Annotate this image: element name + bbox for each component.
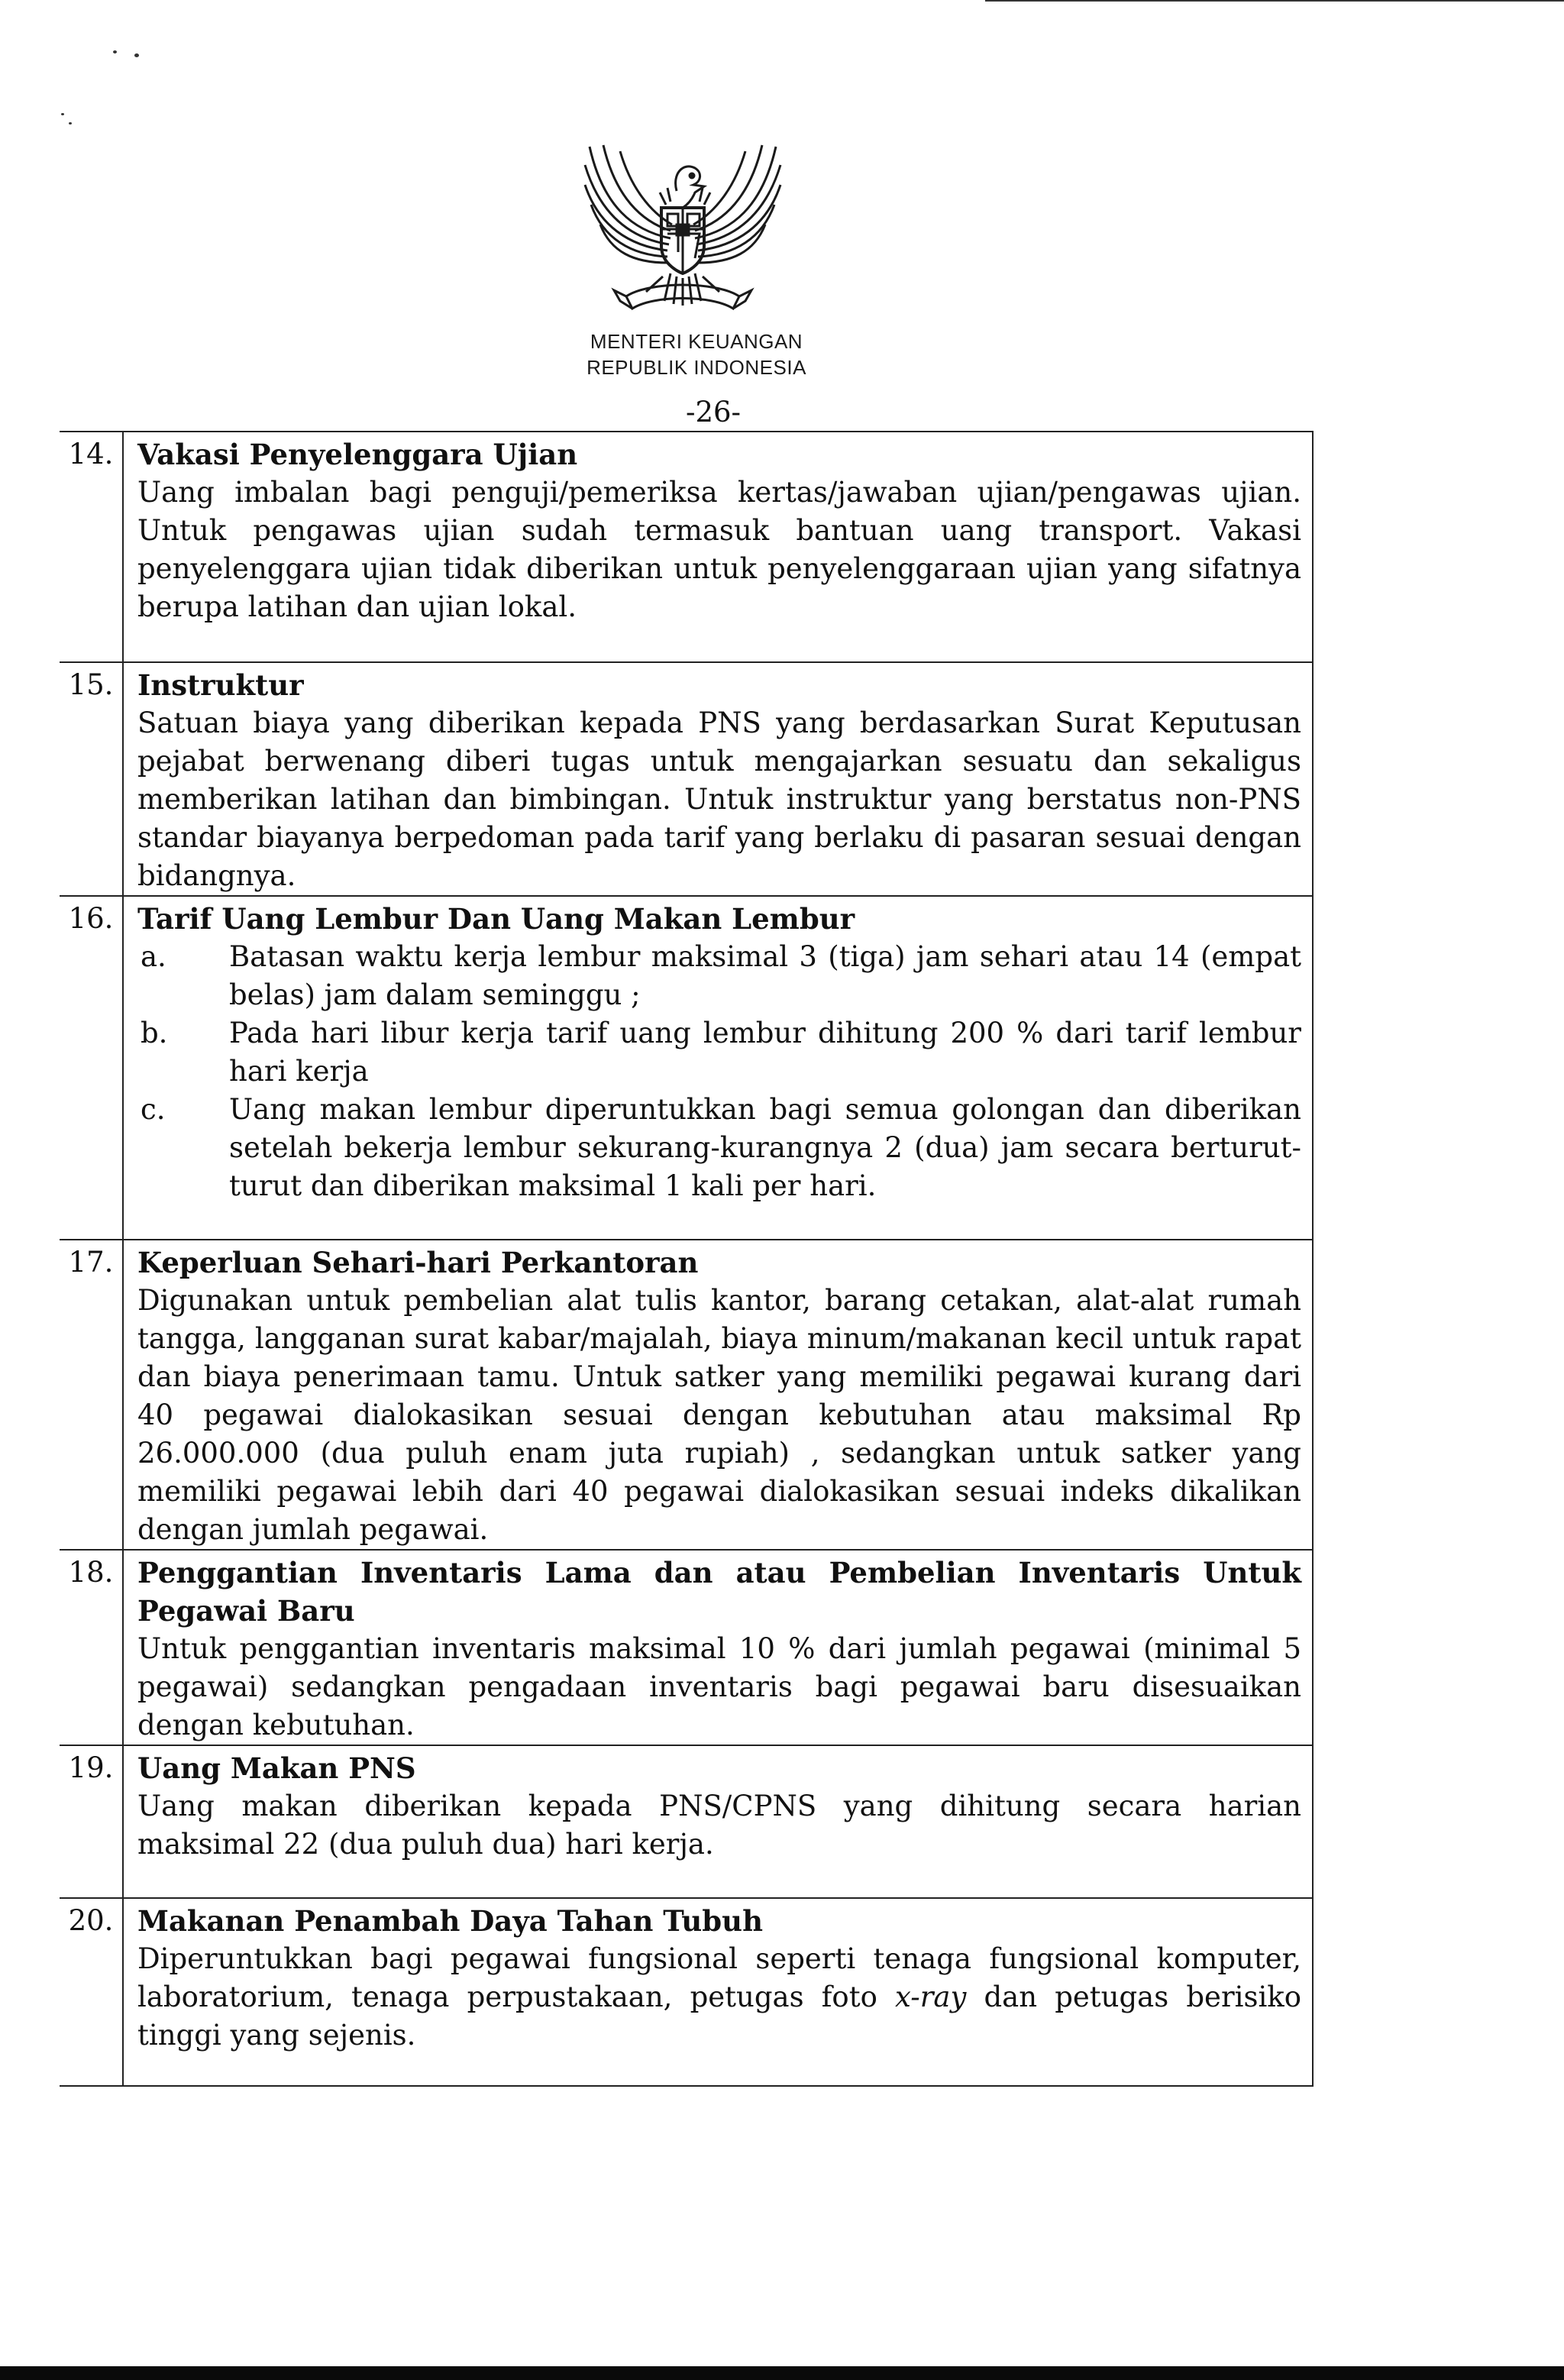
table-row <box>60 1898 1313 2086</box>
item-number: 17. <box>60 1240 123 1550</box>
item-text-italic: x-ray <box>894 1981 967 2013</box>
table-row <box>60 896 1313 1240</box>
item-text: Uang imbalan bagi penguji/pemeriksa kertas/jawaban ujian/pengawas ujian. Untuk pengawas ujian sudah termasuk bantuan uang transport. Vakasi penyelenggara ujian tidak diberikan untuk penyelenggaraan ujian yang sifatnya berupa latihan dan ujian lokal. <box>137 476 1301 623</box>
item-cell <box>123 1240 1313 1550</box>
scan-speck <box>69 122 72 124</box>
item-cell <box>123 1898 1313 2086</box>
item-cell <box>123 1550 1313 1745</box>
item-title: Keperluan Sehari-hari Perkantoran <box>137 1246 699 1279</box>
letterhead-ministry: MENTERI KEUANGAN <box>590 330 803 353</box>
list-item-text: Pada hari libur kerja tarif uang lembur dihitung 200 % dari tarif lembur hari kerja <box>229 1017 1301 1088</box>
scan-edge-line <box>985 0 1564 2</box>
item-text: Satuan biaya yang diberikan kepada PNS yang berdasarkan Surat Keputusan pejabat berwenang diberi tugas untuk mengajarkan sesuatu dan sekaligus memberikan latihan dan bimbingan. Untuk instruktur yang berstatus non-PNS standar biayanya berpedoman pada tarif yang berlaku di pasaran sesuai dengan bidangnya. <box>137 707 1301 892</box>
list-item-letter: b. <box>141 1017 168 1049</box>
garuda-pancasila-emblem-icon <box>580 131 785 321</box>
item-cell <box>123 896 1313 1240</box>
item-title: Vakasi Penyelenggara Ujian <box>137 438 578 471</box>
item-number: 19. <box>60 1745 123 1898</box>
item-text: Digunakan untuk pembelian alat tulis kantor, barang cetakan, alat-alat rumah tangga, langganan surat kabar/majalah, biaya minum/makanan kecil untuk rapat dan biaya penerimaan tamu. Untuk satker yang memiliki pegawai kurang dari 40 pegawai dialokasikan sesuai dengan kebutuhan atau maksimal Rp 26.000.000 (dua puluh enam juta rupiah) , sedangkan untuk satker yang memiliki pegawai lebih dari 40 pegawai dialokasikan sesuai indeks dikalikan dengan jumlah pegawai. <box>137 1284 1301 1546</box>
item-text: Untuk penggantian inventaris maksimal 10 % dari jumlah pegawai (minimal 5 pegawai) sedangkan pengadaan inventaris bagi pegawai baru disesuaikan dengan kebutuhan. <box>137 1632 1301 1741</box>
item-text <box>137 1940 1301 2055</box>
item-number: 20. <box>60 1898 123 2086</box>
table-row <box>60 1240 1313 1550</box>
scan-speck <box>113 50 117 53</box>
item-title: Instruktur <box>137 668 304 702</box>
item-cell <box>123 1745 1313 1898</box>
list-item-letter: c. <box>141 1093 166 1126</box>
letterhead-country: REPUBLIK INDONESIA <box>586 356 806 379</box>
item-cell <box>123 662 1313 896</box>
scan-edge-bar <box>0 2366 1564 2380</box>
scan-speck <box>61 113 64 115</box>
table-row <box>60 662 1313 896</box>
list-item <box>137 1091 1301 1205</box>
item-number: 16. <box>60 896 123 1240</box>
item-number: 18. <box>60 1550 123 1745</box>
item-title: Penggantian Inventaris Lama dan atau Pembelian Inventaris Untuk Pegawai Baru <box>137 1556 1301 1628</box>
list-item <box>137 938 1301 1014</box>
list-item-letter: a. <box>141 940 166 973</box>
list-item-text: Uang makan lembur diperuntukkan bagi semua golongan dan diberikan setelah bekerja lembur sekurang-kurangnya 2 (dua) jam secara berturut-turut dan diberikan maksimal 1 kali per hari. <box>229 1093 1301 1202</box>
item-text-part: dan petugas berisiko tinggi yang sejenis. <box>137 1981 1301 2052</box>
list-item <box>137 1014 1301 1091</box>
table-row <box>60 432 1313 662</box>
page-number: -26- <box>685 396 742 428</box>
item-number: 15. <box>60 662 123 896</box>
item-title: Makanan Penambah Daya Tahan Tubuh <box>137 1904 763 1938</box>
item-number: 14. <box>60 432 123 662</box>
scan-speck <box>134 53 139 57</box>
list-item-text: Batasan waktu kerja lembur maksimal 3 (tiga) jam sehari atau 14 (empat belas) jam dalam seminggu ; <box>229 940 1301 1011</box>
item-title: Tarif Uang Lembur Dan Uang Makan Lembur <box>137 902 855 936</box>
provisions-table <box>60 431 1314 2087</box>
item-text-part: Diperuntukkan bagi pegawai fungsional seperti tenaga fungsional komputer, laboratorium, tenaga perpustakaan, petugas foto <box>137 1942 1301 2013</box>
item-text: Uang makan diberikan kepada PNS/CPNS yang dihitung secara harian maksimal 22 (dua puluh dua) hari kerja. <box>137 1790 1301 1861</box>
table-row <box>60 1745 1313 1898</box>
item-title: Uang Makan PNS <box>137 1751 416 1785</box>
item-cell <box>123 432 1313 662</box>
table-row <box>60 1550 1313 1745</box>
